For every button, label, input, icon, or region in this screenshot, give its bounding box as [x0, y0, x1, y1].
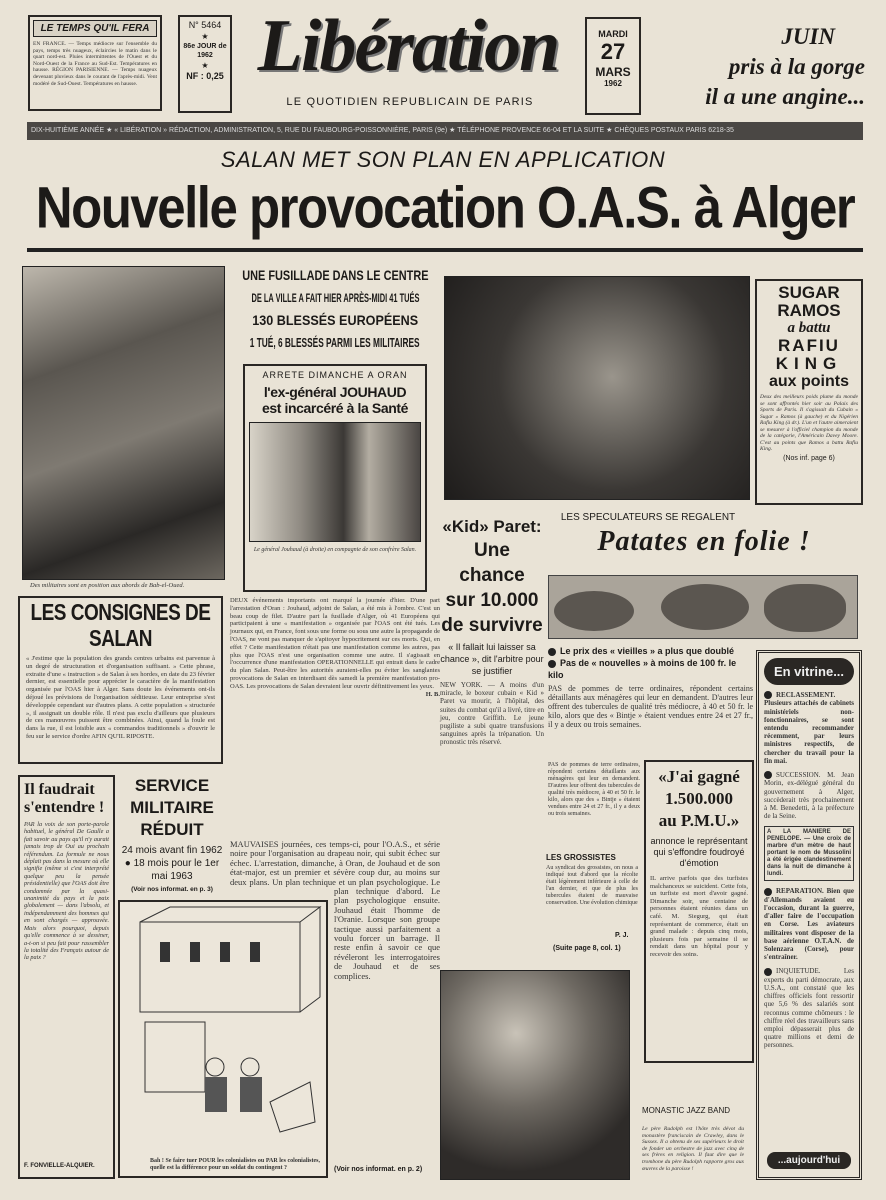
- issue-number: N° 5464: [188, 20, 222, 30]
- potato: [764, 584, 846, 632]
- consignes-title: LES CONSIGNES DE SALAN: [30, 600, 211, 653]
- date-box: [585, 17, 641, 115]
- patates-bullets: [548, 645, 753, 681]
- vitrine-item: [764, 826, 854, 881]
- jouhaud-kicker: ARRETE DIMANCHE A ORAN: [262, 370, 408, 380]
- boxing-line: KING: [775, 354, 843, 373]
- vitrine-footer: ...aujourd'hui: [767, 1152, 851, 1169]
- potato: [661, 584, 749, 630]
- grossistes-heading: LES GROSSISTES: [546, 853, 616, 862]
- vitrine-item-text: Les experts du parti démocrate, aux U.S.A., ont constaté que les chiffres officiels font ressortir que 5,6 % des salariés sont reconnus comme chômeurs : le chiffre réel des travailleurs sans emploi dépasserait plus de quatre millions et demi de personnes.: [764, 967, 854, 1050]
- date-month: MARS: [595, 65, 631, 79]
- date-year: 1962: [604, 79, 622, 88]
- star-icon: ★: [201, 32, 209, 41]
- pmu-box: [644, 760, 754, 1063]
- vitrine-item-head: A LA MANIERE DE PENELOPE.: [767, 829, 851, 843]
- bullet-icon: [548, 648, 556, 656]
- patates-text-column: PAS de pommes de terre ordinaires, répondent certains détaillants aux ménagères qui leur en demandent. D'autres leur offrent des tubercules de qualité très médiocre, à 40 et 50 fr. le kilo, alors que des « Bintje » étaient vendues entre 24 et 27 fr., il y a deux ou trois semaines.: [548, 762, 640, 817]
- paret-headline: Une chance: [459, 540, 525, 586]
- vitrine-item-head: REPARATION.: [776, 887, 824, 896]
- vitrine-item: [764, 887, 854, 961]
- cartoon: [118, 900, 328, 1178]
- boxing-photo: [444, 276, 750, 500]
- vitrine-item-head: RECLASSEMENT.: [776, 691, 836, 699]
- issue-price: NF : 0,25: [186, 71, 224, 81]
- potato-photo: [548, 575, 858, 639]
- fusillade-line: 1 TUÉ, 6 BLESSÉS PARMI LES MILITAIRES: [250, 335, 420, 350]
- cartoon-drawing: [120, 902, 326, 1142]
- pmu-headline: «J'ai gagné: [658, 767, 740, 786]
- jouhaud-caption: Le général Jouhaud (à droite) en compagnie de son confrère Salan.: [253, 547, 417, 553]
- consignes-box: [18, 596, 223, 764]
- weather-box: [28, 15, 162, 111]
- service-title: MILITAIRE: [130, 798, 214, 817]
- jouhaud-line: est incarcéré à la Santé: [261, 400, 409, 416]
- faudrait-text: PAR la voix de son porte-parole habituel, le général De Gaulle a fait savoir au pays qu'il n'y aurait jamais trop de Oui au prochain référendum. La formule ne nous déplait pas dans la mesure où elle signifie (même si c'est interprété quelque peu la pensée présidentielle) que l'OAS doit être condamnée par la quasi-unanimité du pays et la paix globalement — dans l'absolu, et indépendamment des hommes qui en sont chargés — approuvée. Mais alors pourquoi, depuis qu'elle commence à se dessiner, a-t-on si peu fait pour rassembler la totalité des Français autour de la paix ?: [24, 821, 109, 962]
- issue-box: [178, 15, 232, 113]
- weather-text: EN FRANCE. — Temps médiocre sur l'ensemble du pays, temps très nuageux, éclaircies le matin dans le quart nord-est. Pluies intermittentes de l'Ouest et du Nord-Ouest de la France au Sud-Est. Températures en hausse. RÉGION PARISIENNE. — Temps nuageux devenant pluvieux dans le courant de l'après-midi. Vent modéré de Sud-Ouest. Températures en hausse.: [33, 41, 157, 87]
- service-title: RÉDUIT: [140, 820, 204, 839]
- editorial-text: [230, 597, 440, 698]
- vitrine-item-text: — Une croix de marbre d'un mètre de haut portant le nom de Mussolini a été érigée clandestinement dans la nuit de dimanche à lundi.: [767, 836, 851, 878]
- weather-title: LE TEMPS QU'IL FERA: [33, 20, 157, 37]
- paret-text: NEW YORK. — A moins d'un miracle, le boxeur cubain « Kid » Paret va mourir, à l'hôpital, des suites du combat qu'il a livré, titre en jeu, contre Griffith. Le jeune pugiliste a subi quatre transfusions sanguines après la trépanation. Un pronostic très réservé.: [440, 681, 544, 747]
- patates-sign: P. J.: [615, 932, 629, 939]
- boxing-ref: (Nos inf. page 6): [783, 454, 835, 462]
- pmu-sub: annonce le représentant qui s'effondre foudroyé d'émotion: [650, 836, 748, 868]
- cartoon-caption: Bah ! Se faire tuer POUR les colonialistes ou PAR les colonialistes, quelle est la différence pour un soldat du contingent ?: [150, 1158, 320, 1171]
- jouhaud-photo: [249, 422, 421, 542]
- paret-article: [440, 516, 544, 747]
- teaser-line: il a une angine...: [705, 84, 865, 109]
- bullet-icon: [764, 771, 772, 779]
- bullet-text: Pas de « nouvelles » à moins de 100 fr. le kilo: [548, 658, 737, 680]
- fusillade-line: DE LA VILLE A FAIT HIER APRÈS-MIDI 41 TUÉS: [251, 291, 419, 305]
- jouhaud-box: [243, 364, 427, 592]
- service-ref: (Voir nos informat. en p. 3): [131, 886, 213, 893]
- boxing-line: aux points: [768, 373, 849, 390]
- service-text: 24 mois avant fin 1962 ● 18 mois pour le 1er mai 1963: [121, 845, 223, 882]
- bullet-icon: [764, 691, 772, 699]
- faudrait-title: Il faudrait s'entendre !: [24, 781, 105, 816]
- boxing-line: RAFIU: [778, 336, 840, 355]
- potato: [554, 591, 634, 631]
- consignes-text: « J'estime que la population des grands centres urbains est parvenue à un degré de structuration et d'organisation suffisant. » Cette phrase, extraite d'une « instruction » de Salan à ses hordes, en date du 23 février dernier, est essentielle pour apprécier le caractère de la manifestation organisée par l'OAS hier à Alger. Sans doute les événements ont-ils déjoué les prévisions de l'organisation séditieuse. Leur entreprise s'est développée cependant sur d'autres plans. A cette population « structurée », il assignait un double rôle. Il n'est pas exclu d'ailleurs que plusieurs de ces manœuvres puissent être combinées. Ainsi, quand la foule est dans la rue, il est loisible aux « commandos traditionnels » d'ouvrir le feu sur le service d'ordre AFIN QU'IL RIPOSTE.: [26, 655, 215, 740]
- editorial-sign: H. B.: [425, 690, 440, 698]
- patates-text: PAS de pommes de terre ordinaires, répondent certains détaillants aux ménagères qui leur en demandent. D'autres leur offrent des tubercules de qualité très médiocre, à 40 et 50 fr. le kilo, alors que des « Bintje » étaient vendues entre 24 et 27 fr., il y a deux ou trois semaines.: [548, 684, 753, 729]
- vitrine-item: [764, 771, 854, 820]
- bullet-item: [548, 657, 753, 681]
- lead-headline: Nouvelle provocation O.A.S. à Alger: [35, 174, 855, 241]
- bullet-icon: [548, 660, 556, 668]
- vitrine-item: [764, 967, 854, 1049]
- lead-kicker: SALAN MET SON PLAN EN APPLICATION: [220, 147, 666, 172]
- masthead-subtitle: LE QUOTIDIEN REPUBLICAIN DE PARIS: [286, 96, 534, 108]
- patates-continued: [548, 762, 640, 850]
- vitrine-title: En vitrine...: [764, 658, 854, 685]
- vitrine-box: [756, 650, 862, 1180]
- pmu-headline: au P.M.U.»: [658, 811, 740, 830]
- faudrait-sign: F. FONVIELLE-ALQUIER.: [24, 1163, 95, 1169]
- bullet-item: [548, 645, 753, 657]
- fusillade-line: 130 BLESSÉS EUROPÉENS: [252, 312, 418, 328]
- star-icon: ★: [201, 61, 209, 70]
- editorial-paragraph: MAUVAISES journées, ces temps-ci, pour l'O.A.S., et série noire pour l'organisation au drapeau noir, qui subit échec sur échec. L'arrestation, dimanche, à Oran, de Jouhaud et de son état-major, est un premier et sévère coup dur, au moins sur deux plans. Un plan technique et un plan psychologique. Le plan technique d'abord. Le plan psychologique ensuite. Jouhaud était l'homme de l'Oranie. Lorsque son groupe tactique aussi parfaitement a voulu forcer un barrage. Il reste enfin à savoir ce que révéleront les interrogatoires de Jouhaud et de ses complices.: [230, 840, 440, 981]
- teaser-line: pris à la gorge: [728, 54, 865, 79]
- logo: Libération: [257, 5, 559, 87]
- boxing-line: SUGAR: [778, 283, 840, 302]
- teaser: [650, 22, 865, 112]
- bullet-icon: [764, 968, 772, 976]
- patates-ref: (Suite page 8, col. 1): [553, 945, 621, 952]
- grossistes-text: Au syndicat des grossistes, on nous a indiqué tout d'abord que la récolte était légèrement inférieure à celle de l'an dernier, et que de plus les tubercules étaient de mauvaise conservation. Une évolution chimique: [546, 865, 638, 906]
- paret-quote: « Il fallait lui laisser sa chance », dit l'arbitre pour se justifier: [440, 642, 544, 676]
- teaser-line: JUIN: [781, 24, 835, 49]
- jazz-title: MONASTIC JAZZ BAND: [642, 1106, 731, 1115]
- date-weekday: MARDI: [598, 29, 628, 39]
- service-title: SERVICE: [134, 776, 210, 795]
- paret-headline: «Kid» Paret:: [442, 517, 542, 536]
- issue-day: 86e JOUR de 1962: [183, 43, 227, 59]
- jouhaud-line: l'ex-général JOUHAUD: [263, 384, 407, 400]
- editorial-paragraph: DEUX événements importants ont marqué la journée d'hier. D'une part l'arrestation d'Oran : Jouhaud, adjoint de Salan, a été mis à l'ombre. C'est un beau coup de filet. D'autre part la fusillade d'Alger, où 41 Européens qui participaient à une « manifestation » organisée par l'OAS ont été tués. Les journaux qui, en France, font sous une forme ou sous une autre la propagande de l'OAS, ne vont pas manquer de s'apitoyer hypocritement sur ces morts. Qui, en effet ? Cette manifestation n'était pas une manifestation comme les autres, pas plus que l'OAS n'est une organisation comme une autre. Il s'agissait en l'occurrence d'une manifestation OPERATIONNELLE qui entrait dans le cadre du plan Salan. Peut-être les autorités auraient-elles pu éviter les sanglantes provocations de Salan en interdisant dès samedi la première manifestation pro-OAS. Les provocations de Salan devraient leur ouvrir définitivement les yeux.: [230, 597, 440, 690]
- boxing-text: Deux des meilleurs poids plume du monde se sont affrontés hier soir au Palais des Sports de Paris. Il s'agissait du Cubain « Sugar » Ramos (à gauche) et du Nigérien Rafiu King (à dr.). L'un et l'autre aimeraient se mesurer à l'officiel champion du monde de la catégorie, l'Américain Davey Moore. C'est au points que Ramos a battu Rafiu King.: [760, 394, 858, 452]
- boxing-box: [755, 279, 863, 505]
- paret-headline: sur 10.000: [445, 590, 539, 611]
- pmu-text: IL arrive parfois que des turfistes malchanceux se suicident. Cette fois, un turfiste est mort d'avoir gagné. Dimanche soir, une centaine de personnes étaient réunies dans un café. M. Siegurg, qui était représentant de commerce, était un grand malade : depuis cinq mois, plusieurs fois par semaine il se rendait dans un hôpital pour y recevoir des soins.: [650, 875, 748, 958]
- service-article: [118, 775, 226, 893]
- boxing-line: a battu: [787, 320, 831, 336]
- vitrine-item-head: INQUIETUDE.: [776, 967, 821, 976]
- vitrine-item-text: Plusieurs attachés de cabinets ministériels non-fonctionnaires, se sont entendu recommander récemment, par leurs ministres respectifs, de chercher du travail pour la fin mai.: [764, 699, 854, 765]
- info-bar: DIX-HUITIÈME ANNÉE ★ « LIBÉRATION » RÉDACTION, ADMINISTRATION, 5, RUE DU FAUBOURG-POISSONNIÈRE, PARIS (9e) ★ TÉLÉPHONE PROVENCE 66-04 ET LA SUITE ★ CHÈQUES POSTAUX PARIS 6218-35: [27, 122, 863, 140]
- patates-headline: Patates en folie !: [597, 526, 811, 557]
- bullet-icon: [764, 888, 772, 896]
- faudrait-box: [18, 775, 115, 1179]
- divider: [27, 248, 863, 252]
- vitrine-item: [764, 691, 854, 765]
- boxing-line: RAMOS: [777, 301, 841, 320]
- paret-headline: de survivre: [441, 615, 543, 636]
- fusillade-line: UNE FUSILLADE DANS LE CENTRE: [241, 267, 429, 283]
- street-photo-caption: Des militaires sont en position aux abords de Bab-el-Oued.: [30, 582, 185, 589]
- jazz-text: Le père Rudolph est l'hôte très dévot du monastère franciscain de Crawley, dans le Sussex. Il a obtenu de ses supérieurs le droit de fonder un orchestre de jazz avec cinq de ses frères en religion. Il faut dire que le trombone du père Rudolph rapporte gros aux œuvres de la paroisse !: [642, 1126, 744, 1172]
- bullet-text: Le prix des « vieilles » a plus que doublé: [560, 646, 735, 656]
- vitrine-item-head: SUCCESSION.: [776, 771, 821, 780]
- patates-kicker: LES SPECULATEURS SE REGALENT: [560, 512, 736, 523]
- date-day: 27: [600, 39, 626, 64]
- jazz-photo: [440, 970, 630, 1180]
- vitrine-item-text: M. Jean Morin, ex-délégué général du gouvernement à Alger, succèderait très prochainement à M. Benedetti, à la préfecture de la Seine.: [764, 771, 854, 821]
- editorial-ref: (Voir nos informat. en p. 2): [334, 1166, 423, 1173]
- vitrine-item-text: Bien que d'Allemands avaient eu l'occasion, durant la guerre, d'aller faire de l'occupation en Corse. Les aviateurs militaires vont disposer de la base aérienne O.T.A.N. de Solenzara (Corse), pour s'entraîner.: [764, 887, 854, 962]
- pmu-headline: 1.500.000: [665, 789, 733, 808]
